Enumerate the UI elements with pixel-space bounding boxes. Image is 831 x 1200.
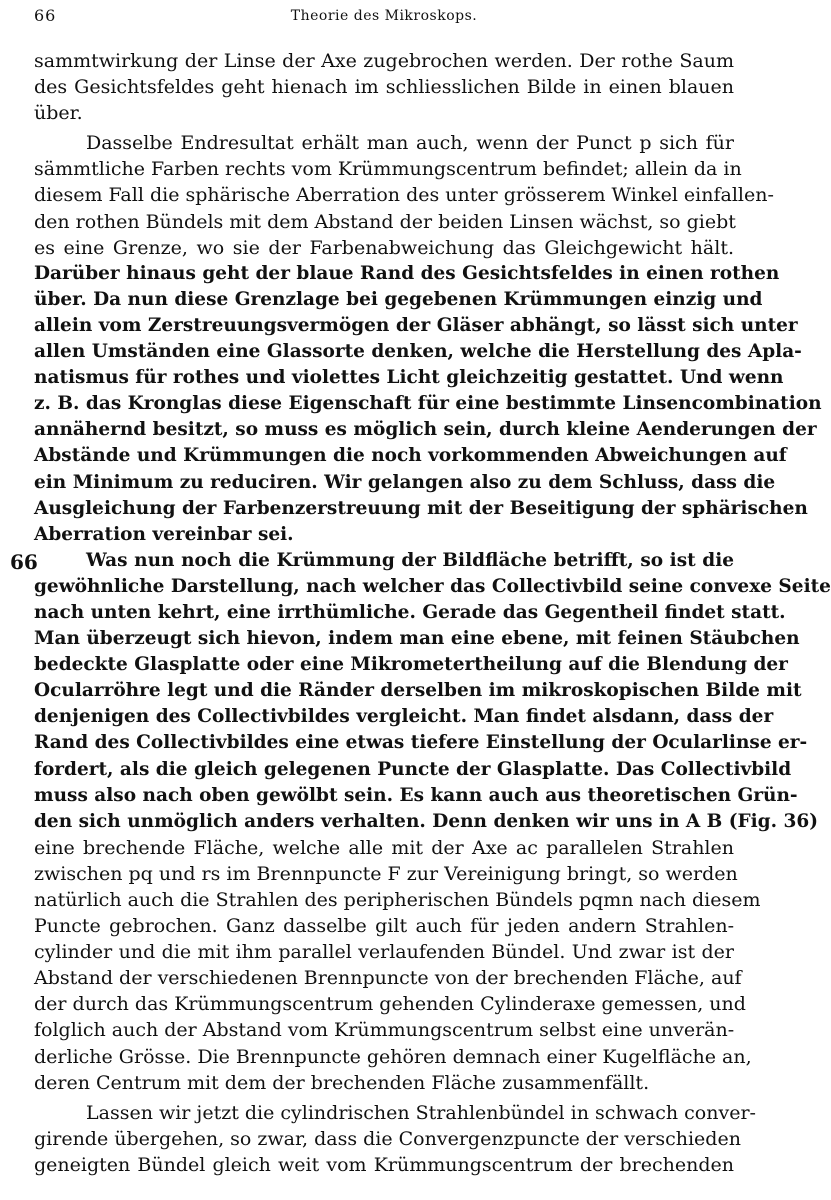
text-line: Abstände und Krümmungen die noch vorkommenden Abweichungen auf bbox=[34, 445, 787, 467]
text-line: es eine Grenze, wo sie der Farbenabweichung das Gleichgewicht hält. bbox=[34, 236, 734, 259]
text-line: Puncte gebrochen. Ganz dasselbe gilt auch für jeden andern Strahlen- bbox=[34, 915, 734, 938]
text-line: Ausgleichung der Farbenzerstreuung mit der Beseitigung der sphärischen bbox=[34, 497, 808, 519]
body-text bbox=[34, 48, 831, 1178]
text-line: nach unten kehrt, eine irrthümliche. Gerade das Gegentheil findet statt. bbox=[34, 601, 786, 623]
text-line: Ocularröhre legt und die Ränder derselben im mikroskopischen Bilde mit bbox=[34, 680, 802, 702]
text-line: eine brechende Fläche, welche alle mit der Axe ac parallelen Strahlen bbox=[34, 836, 734, 859]
text-line: über. Da nun diese Grenzlage bei gegebenen Krümmungen einzig und bbox=[34, 288, 763, 310]
text-line: diesem Fall die sphärische Aberration des unter grösserem Winkel einfallen- bbox=[34, 184, 774, 207]
page-number: 66 bbox=[34, 6, 57, 25]
text-line: gewöhnliche Darstellung, nach welcher das Collectivbild seine convexe Seite bbox=[34, 575, 831, 597]
text-line: den rothen Bündels mit dem Abstand der beiden Linsen wächst, so giebt bbox=[34, 210, 736, 233]
text-line: natürlich auch die Strahlen des peripherischen Bündels pqmn nach diesem bbox=[34, 889, 761, 911]
text-line: ein Minimum zu reduciren. Wir gelangen also zu dem Schluss, dass die bbox=[34, 471, 776, 493]
text-line: allein vom Zerstreuungsvermögen der Gläser abhängt, so lässt sich unter bbox=[34, 314, 798, 336]
text-line: denjenigen des Collectivbildes vergleicht. Man findet alsdann, dass der bbox=[34, 706, 774, 728]
text-line: geneigten Bündel gleich weit vom Krümmungscentrum der brechenden bbox=[34, 1153, 734, 1176]
text-line: annähernd besitzt, so muss es möglich sein, durch kleine Aenderungen der bbox=[34, 419, 817, 441]
text-line: Was nun noch die Krümmung der Bildfläche betrifft, so ist die bbox=[86, 549, 734, 571]
text-line: natismus für rothes und violettes Licht gleichzeitig gestattet. Und wenn bbox=[34, 367, 784, 389]
running-title: Theorie des Mikroskops. bbox=[290, 8, 478, 24]
text-line: des Gesichtsfeldes geht hienach im schliesslichen Bilde in einen blauen bbox=[34, 76, 734, 99]
text-line: Lassen wir jetzt die cylindrischen Strahlenbündel in schwach conver- bbox=[86, 1101, 756, 1124]
text-line: bedeckte Glasplatte oder eine Mikrometertheilung auf die Blendung der bbox=[34, 654, 788, 676]
text-line: Darüber hinaus geht der blaue Rand des Gesichtsfeldes in einen rothen bbox=[34, 262, 780, 284]
text-line: deren Centrum mit dem der brechenden Fläche zusammenfällt. bbox=[34, 1071, 650, 1094]
text-line: sämmtliche Farben rechts vom Krümmungscentrum befindet; allein da in bbox=[34, 158, 742, 181]
text-line: Rand des Collectivbildes eine etwas tiefere Einstellung der Ocularlinse er- bbox=[34, 732, 808, 754]
text-line: folglich auch der Abstand vom Krümmungscentrum selbst eine unverän- bbox=[34, 1019, 735, 1042]
text-line: sammtwirkung der Linse der Axe zugebrochen werden. Der rothe Saum bbox=[34, 50, 734, 72]
text-line: fordert, als die gleich gelegenen Puncte der Glasplatte. Das Collectivbild bbox=[34, 758, 792, 780]
text-line: girende übergehen, so zwar, dass die Convergenzpuncte der verschieden bbox=[34, 1127, 741, 1150]
text-line: derliche Grösse. Die Brennpuncte gehören demnach einer Kugelfläche an, bbox=[34, 1045, 752, 1068]
text-line: muss also nach oben gewölbt sein. Es kann auch aus theoretischen Grün- bbox=[34, 784, 798, 806]
text-line: Abstand der verschiedenen Brennpuncte von der brechenden Fläche, auf bbox=[34, 967, 742, 990]
text-line: der durch das Krümmungscentrum gehenden Cylinderaxe gemessen, und bbox=[34, 993, 746, 1016]
text-line: über. bbox=[34, 102, 83, 125]
margin-section-number: 66 bbox=[10, 550, 38, 574]
text-line: z. B. das Kronglas diese Eigenschaft für eine bestimmte Linsencombination bbox=[34, 393, 822, 415]
text-line: allen Umständen eine Glassorte denken, welche die Herstellung des Apla- bbox=[34, 341, 802, 363]
text-line: zwischen pq und rs im Brennpuncte F zur Vereinigung bringt, so werden bbox=[34, 862, 738, 885]
text-line: cylinder und die mit ihm parallel verlaufenden Bündel. Und zwar ist der bbox=[34, 941, 734, 964]
text-line: Aberration vereinbar sei. bbox=[34, 523, 294, 545]
text-line: den sich unmöglich anders verhalten. Denn denken wir uns in A B (Fig. 36) bbox=[34, 810, 818, 832]
text-line: Man überzeugt sich hievon, indem man eine ebene, mit feinen Stäubchen bbox=[34, 628, 800, 650]
page-header bbox=[34, 6, 734, 28]
text-line: Dasselbe Endresultat erhält man auch, wenn der Punct p sich für bbox=[86, 132, 734, 155]
